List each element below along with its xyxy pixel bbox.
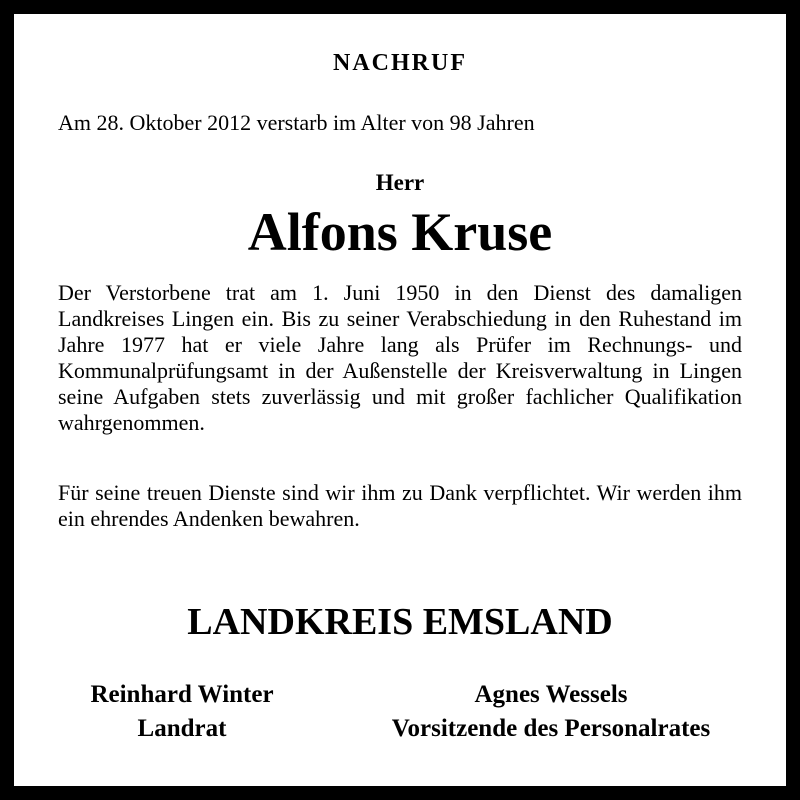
signatory-name: Reinhard Winter <box>90 681 274 708</box>
salutation: Herr <box>375 170 425 195</box>
signatory-title: Vorsitzende des Personalrates <box>391 715 711 742</box>
service-paragraph: Der Verstorbene trat am 1. Juni 1950 in den Dienst des damaligen Landkreises Lingen ein. Bis zu seiner Verabschiedung in den Ruhestand im Jahre 1977 hat er viele Jahre lang als Prüfer im Rechnungs- und Kommunalprüfungsamt in der Außenstelle der Kreisverwaltung in Lingen seine Aufgaben stets zuverlässig und mit großer fachlicher Qualifikation wahrgenommen. <box>58 280 742 435</box>
thanks-paragraph: Für seine treuen Dienste sind wir ihm zu Dank verpflichtet. Wir werden ihm ein ehrendes Andenken bewahren. <box>58 480 742 531</box>
organization-name: LANDKREIS EMSLAND <box>187 601 613 643</box>
signatory-title: Landrat <box>137 715 227 742</box>
signatory-left <box>54 678 310 746</box>
notice-heading: NACHRUF <box>333 50 467 76</box>
intro-line: Am 28. Oktober 2012 verstarb im Alter von 98 Jahren <box>58 110 535 135</box>
signatory-right <box>354 678 748 746</box>
signatory-name: Agnes Wessels <box>474 681 628 708</box>
deceased-name: Alfons Kruse <box>247 202 553 262</box>
obituary-notice <box>14 14 786 786</box>
